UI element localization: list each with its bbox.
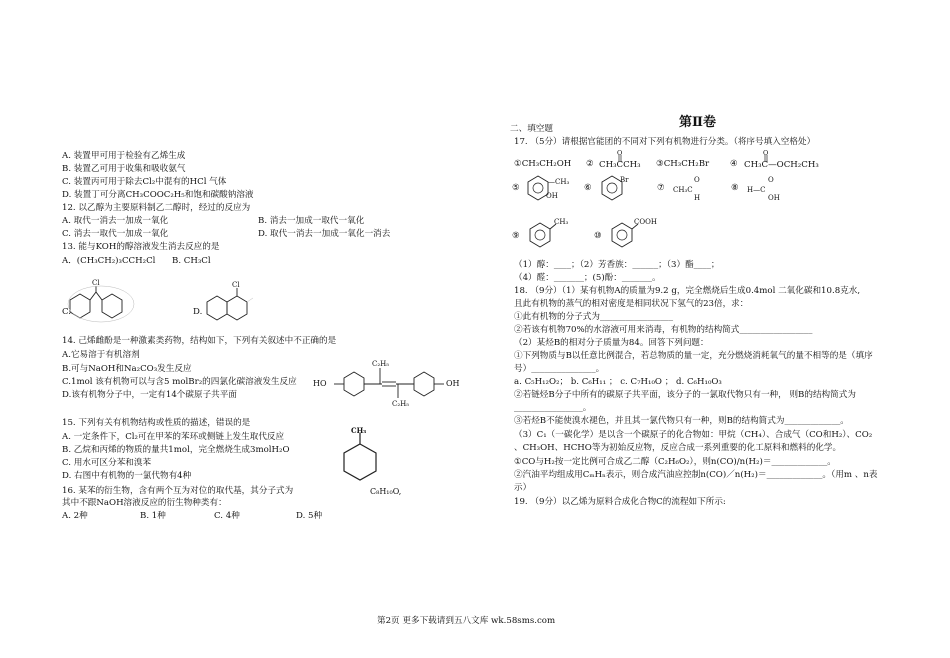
q17-num-9: ⑨	[512, 231, 520, 241]
q14-option-c: C.1mol 该有机物可以与含5 molBr₂的四氯化碳溶液发生反应	[62, 377, 297, 387]
q12-option-d: D. 取代一消去一加成一氧化一消去	[258, 229, 391, 239]
q16-stem: 16. 某苯的衍生物，含有两个互为对位的取代基，其分子式为	[62, 486, 294, 496]
q18-line-1: 18. （9分）（1）某有机物A的质量为9.2 g，完全燃烧后生成0.4mol 二氧化碳和10.8克水,	[514, 286, 861, 296]
q18-line-8: a. C₅H₁₂O₂； b. C₆H₁₁ ； c. C₇H₁₀O ； d. C₆H₁₀O₃	[514, 377, 722, 387]
q18-line-14: ①CO与H₂按一定比例可合成乙二醇（C₂H₆O₂），则n(CO)/n(H₂)＝_____________。	[514, 457, 836, 467]
q17-item-7-h: H	[694, 194, 701, 202]
q16-option-c: C. 4种	[214, 511, 240, 521]
q12-stem: 12. 以乙醇为主要原料制乙二醇时，经过的反应为	[62, 203, 251, 213]
q13d-structure	[205, 282, 255, 326]
q17-num-10: ⑩	[594, 231, 602, 241]
q16-option-b: B. 1种	[140, 511, 166, 521]
q15-structure	[338, 430, 388, 486]
q15-option-a: A. 一定条件下，Cl₂可在甲苯的苯环或侧链上发生取代反应	[62, 432, 285, 442]
q17-stem: 17. （5分）请根据官能团的不同对下列有机物进行分类。（将序号填入空格处）	[514, 137, 816, 147]
q13-option-a: A．(CH₃CH₂)₃CCH₂Cl	[62, 256, 156, 266]
q14-ho-label: HO	[313, 379, 327, 388]
q17-item-3: ③CH₃CH₂Br	[656, 159, 710, 169]
q19-line-1: 19. （9分）以乙烯为原料合成化合物C的流程如下所示:	[514, 497, 726, 507]
q18-line-13: 、CH₃OH、HCHO等为初始反应物，反应合成一系列重要的化工原料和燃料的化学。	[514, 443, 842, 453]
q18-line-4: ②若该有机物70%的水溶液可用来消毒，有机物的结构简式_________________	[514, 325, 813, 335]
q18-line-11: ③若烃B不能使溴水褪色，并且其一氯代物只有一种，则B的结构简式为_____________。	[514, 416, 849, 426]
page-footer: 第2页 更多下载请到五八文库 wk.58sms.com	[377, 616, 556, 626]
q12-option-a: A. 取代一消去一加成一氧化	[62, 216, 169, 226]
q16-option-a: A. 2种	[62, 511, 88, 521]
q16-stem-2: 其中不跟NaOH溶液反应的衍生物种类有：	[62, 498, 227, 508]
q17-num-8: ⑧	[731, 183, 739, 193]
q18-line-7: 号）_______________。	[514, 364, 605, 374]
q17-item-4-o: O	[763, 149, 769, 157]
q17-item-8-oh: OH	[768, 194, 780, 202]
q18-line-10: ________________。	[514, 403, 592, 413]
q13c-cl-label: Cl	[92, 279, 100, 287]
section-title: 第Ⅱ卷	[679, 115, 716, 130]
q14-option-a: A.它易溶于有机溶剂	[62, 350, 140, 360]
q18-line-2: 且此有机物的蒸气的相对密度是相同状况下氢气的23倍，求：	[514, 299, 749, 309]
q18-line-12: （3）C₁（一碳化学）是以含一个碳原子的化合物如：甲烷（CH₄）、合成气（CO和H₂）、CO₂	[514, 430, 873, 440]
q14-c2h5-top: C₂H₅	[372, 360, 390, 368]
q17-item-2-formula: CH₃CCH₃	[599, 160, 641, 170]
q17-item-7-o: O	[694, 176, 700, 184]
q14-option-d: D.该有机物分子中，一定有14个碳原子共平面	[62, 390, 237, 400]
q14-option-b: B.可与NaOH和Na₂CO₃发生反应	[62, 364, 192, 374]
q13-option-d: D.	[193, 307, 203, 317]
q14-structure	[330, 362, 462, 402]
q17-answer-line-2: （4）醛：_______；(5)酚：_______。	[514, 273, 661, 283]
q16-option-d: D. 5种	[296, 511, 323, 521]
q17-answer-line-1: （1）醇：____；（2）芳香族：______；（3）酯____；	[514, 260, 720, 270]
q12-option-b: B. 消去一加成一取代一氧化	[258, 216, 365, 226]
q17-num-7: ⑦	[657, 183, 665, 193]
q13c-structure	[66, 280, 136, 326]
q11-option-a: A. 装置甲可用于检验有乙烯生成	[62, 151, 186, 161]
q15-option-c: C. 用水可区分苯和溴苯	[62, 458, 152, 468]
q14-c2h5-bottom: C₂H₅	[392, 400, 410, 408]
q13d-cl-label: Cl	[232, 281, 240, 289]
q18-line-6: ①下列物质与B以任意比例混合，若总物质的量一定，充分燃烧消耗氧气的量不相等的是（填序	[514, 351, 873, 361]
part-heading: 二、填空题	[510, 124, 553, 134]
q17-item-8-o: O	[768, 176, 774, 184]
q14-oh-label: OH	[446, 379, 460, 388]
q17-item-10-cooh: COOH	[634, 218, 657, 226]
q15-option-d: D. 右图中有机物的一氯代物有4种	[62, 471, 192, 481]
q17-item-9-ch3: CH₃	[554, 218, 569, 226]
q17-num-6: ⑥	[584, 183, 592, 193]
q16-formula: C₈H₁₀O,	[370, 487, 402, 496]
q17-item-4-formula: CH₃C—OCH₂CH₃	[744, 160, 819, 170]
q17-item-5-ch3: —CH₃	[548, 178, 570, 186]
q11-option-c: C. 装置丙可用于除去Cl₂中混有的HCl 气体	[62, 177, 227, 187]
q18-line-16: 示）	[514, 483, 532, 493]
q18-line-9: ②若链烃B分子中所有的碳原子共平面，该分子的一氯取代物只有一种， 则B的结构简式为	[514, 390, 856, 400]
q17-item-2-o: O	[617, 149, 623, 157]
q13-option-c: C.	[62, 307, 72, 317]
q11-option-d: D. 装置丁可分离CH₃COOC₂H₅和饱和碳酸钠溶液	[62, 190, 254, 200]
q17-item-8-hc: H—C	[747, 186, 766, 194]
q15-option-b: B. 乙烷和丙烯的物质的量共1mol，完全燃烧生成3molH₂O	[62, 445, 290, 455]
q14-stem: 14. 己烯雌酚是一种激素类药物，结构如下，下列有关叙述中不正确的是	[62, 336, 337, 346]
q13-option-b: B. CH₃Cl	[172, 256, 211, 266]
q17-num-5: ⑤	[512, 183, 520, 193]
q17-item-1: ①CH₃CH₂OH	[514, 159, 572, 169]
q11-option-b: B. 装置乙可用于收集和吸收氨气	[62, 164, 186, 174]
q17-item-4-num: ④	[730, 159, 738, 169]
q13-stem: 13. 能与KOH的醇溶液发生消去反应的是	[62, 242, 220, 252]
q17-item-6-br: Br	[620, 176, 629, 184]
q17-item-5-oh: OH	[546, 192, 558, 200]
q18-line-15: ②汽油平均组成用CₘHₙ表示，则合成汽油应控制n(CO)／n(H₂)＝_____________。（用m 、n表	[514, 470, 878, 480]
q18-line-5: （2）某烃B的相对分子质量为84。回答下列问题：	[514, 338, 709, 348]
q17-item-2-num: ②	[586, 159, 594, 169]
q18-line-3: ①此有机物的分子式为_________________	[514, 312, 673, 322]
q17-item-4-double-bond	[763, 155, 769, 162]
q15-ch3-label: CH₃	[351, 426, 367, 435]
q15-stem: 15. 下列有关有机物结构或性质的描述，错误的是	[62, 418, 251, 428]
q17-item-7-ch3c: CH₃C	[673, 186, 693, 194]
q12-option-c: C. 消去一取代一加成一氧化	[62, 229, 169, 239]
q17-item-2-double-bond	[617, 155, 623, 162]
